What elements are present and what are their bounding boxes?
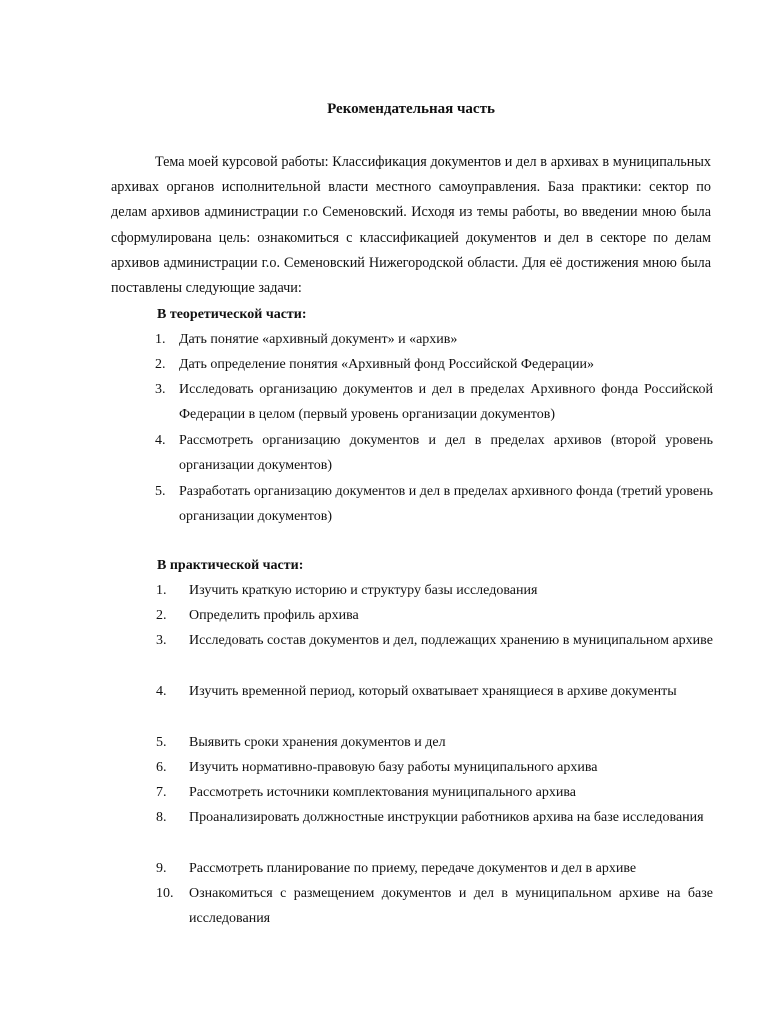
list-item-number: 3. (155, 382, 166, 397)
list-item-text: Изучить нормативно-правовую базу работы муниципального архива (189, 760, 598, 775)
list-item-text: Рассмотреть источники комплектования муниципального архива (189, 785, 576, 800)
list-item-text: Разработать организацию документов и дел в пределах архивного фонда (третий уровень организации документов) (179, 484, 713, 525)
list-item-text: Изучить временной период, который охватывает хранящиеся в архиве документы (189, 684, 677, 699)
list-item-text: Изучить краткую историю и структуру базы исследования (189, 583, 538, 598)
list-item-number: 4. (155, 433, 166, 448)
list-item-number: 1. (155, 332, 166, 347)
list-item-text: Рассмотреть планирование по приему, передаче документов и дел в архиве (189, 861, 637, 876)
list-item-number: 1. (156, 583, 167, 598)
list-item-number: 8. (156, 810, 167, 825)
list-item-number: 10. (156, 886, 174, 901)
list-item-number: 5. (156, 735, 167, 750)
list-item-number: 6. (156, 760, 167, 775)
page-title: Рекомендательная часть (327, 101, 495, 117)
list-item-number: 7. (156, 785, 167, 800)
list-item-text: Ознакомиться с размещением документов и дел в муниципальном архиве на базе исследования (189, 886, 713, 927)
list-item-text: Дать понятие «архивный документ» и «архив» (179, 332, 458, 347)
list-item-text: Проанализировать должностные инструкции работников архива на базе исследования (189, 810, 704, 825)
list-item-text: Рассмотреть организацию документов и дел в пределах архивов (второй уровень организации документов) (179, 433, 713, 474)
list-item-text: Выявить сроки хранения документов и дел (189, 735, 446, 750)
theory-heading: В теоретической части: (157, 307, 307, 322)
list-item-text: Дать определение понятия «Архивный фонд Российской Федерации» (179, 357, 595, 372)
list-item-number: 2. (156, 608, 167, 623)
list-item-text: Исследовать организацию документов и дел в пределах Архивного фонда Российской Федерации в целом (первый уровень организации документов) (179, 382, 713, 423)
list-item-number: 2. (155, 357, 166, 372)
list-item-text: Исследовать состав документов и дел, подлежащих хранению в муниципальном архиве (189, 633, 713, 648)
list-item-number: 3. (156, 633, 167, 648)
list-item-number: 5. (155, 484, 166, 499)
intro-paragraph: Тема моей курсовой работы: Классификация документов и дел в архивах в муниципальных архивах органов исполнительной власти местного самоуправления. База практики: сектор по делам архивов администрации г.о Семеновский. Исходя из темы работы, во введении мною была сформулирована цель: ознакомиться с классификацией документов и дел в секторе по делам архивов администрации г.о. Семеновский Нижегородской области. Для её достижения мною была поставлены следующие задачи: (111, 154, 711, 297)
list-item-number: 4. (156, 684, 167, 699)
list-item-number: 9. (156, 861, 167, 876)
list-item-text: Определить профиль архива (189, 608, 359, 623)
practice-heading: В практической части: (157, 558, 304, 573)
